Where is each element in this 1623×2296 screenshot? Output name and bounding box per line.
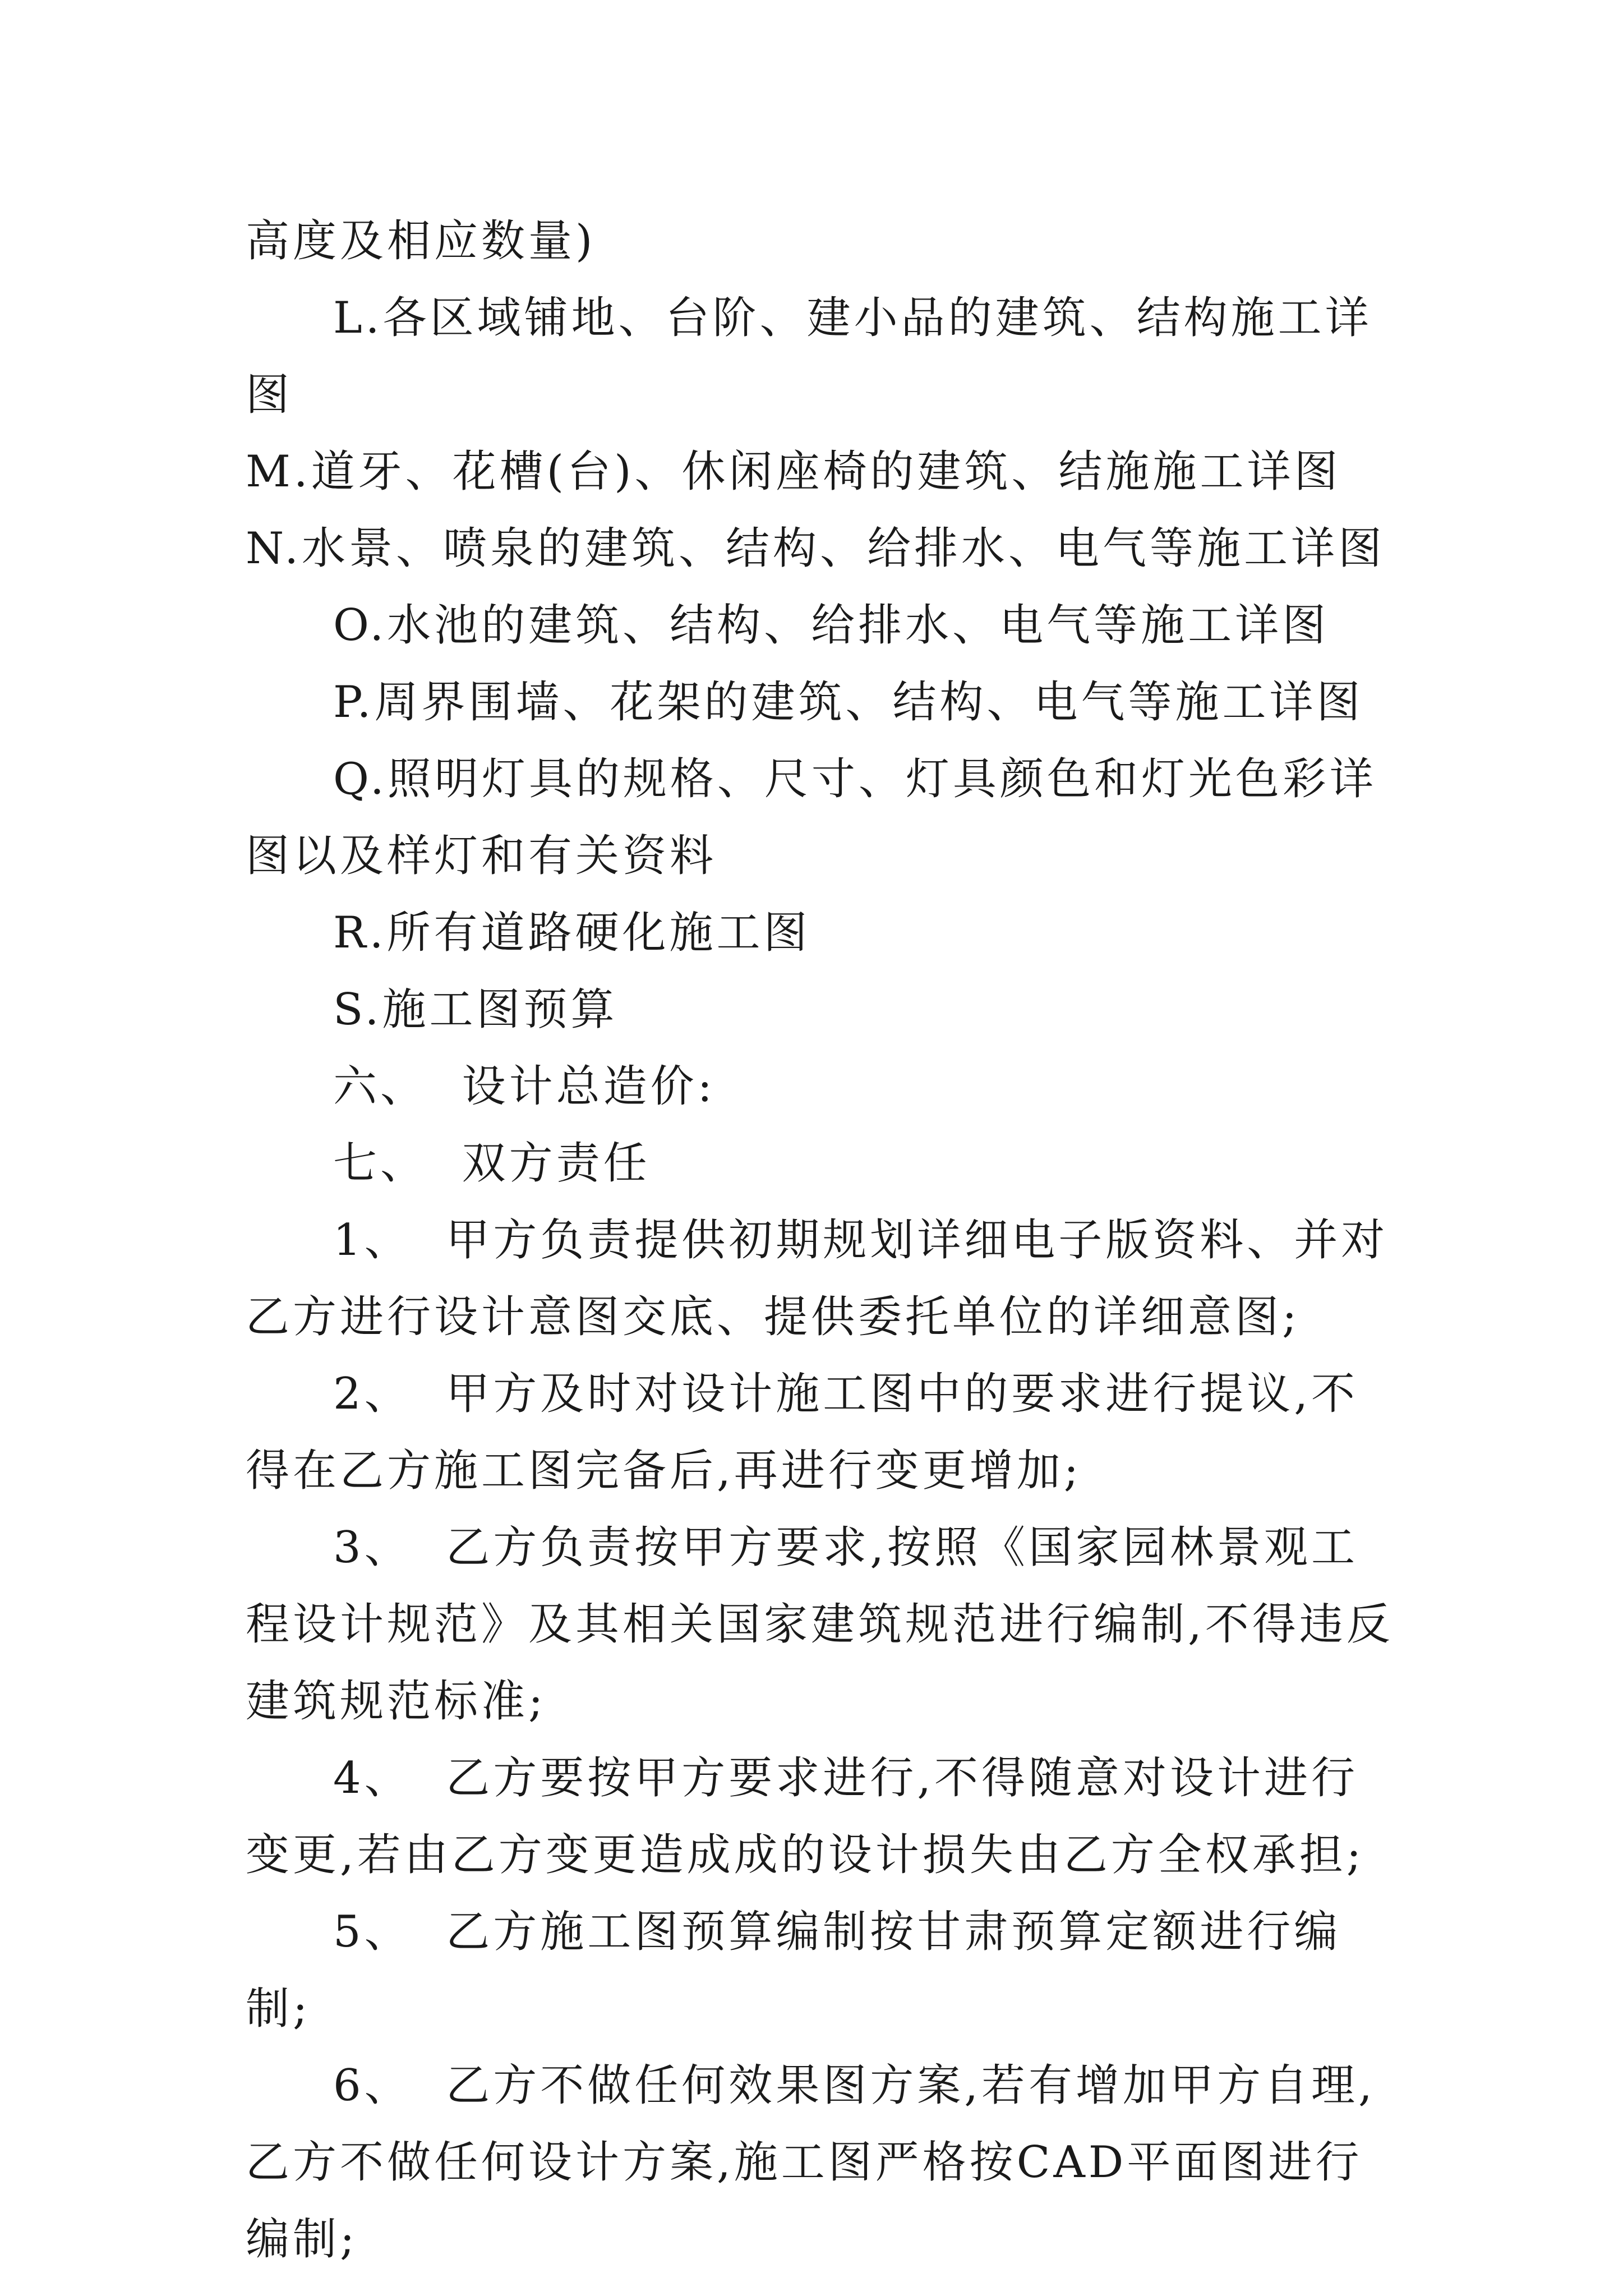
paragraph-9: 七、 双方责任: [333, 1138, 651, 1189]
paragraph-4: P.周界围墙、花架的建筑、结构、电气等施工详图: [333, 677, 1364, 728]
paragraph-2: M.道牙、花槽(台)、休闲座椅的建筑、结施施工详图N.水景、喷泉的建筑、结构、给排水、电气等施工详图: [246, 447, 1386, 574]
paragraph-7: S.施工图预算: [333, 984, 618, 1035]
paragraph-3: O.水池的建筑、结构、给排水、电气等施工详图: [333, 600, 1330, 651]
paragraph-13: 4、 乙方要按甲方要求进行,不得随意对设计进行变更,若由乙方变更造成成的设计损失由乙方全权承担;: [246, 1753, 1365, 1880]
paragraph-0: 高度及相应数量): [246, 216, 596, 266]
paragraph-1: L.各区域铺地、台阶、建小品的建筑、结构施工详图: [246, 293, 1372, 420]
paragraph-14: 5、 乙方施工图预算编制按甘肃预算定额进行编制;: [246, 1907, 1341, 2034]
paragraph-10: 1、 甲方负责提供初期规划详细电子版资料、并对乙方进行设计意图交底、提供委托单位的详细意图;: [246, 1215, 1389, 1342]
paragraph-11: 2、 甲方及时对设计施工图中的要求进行提议,不得在乙方施工图完备后,再进行变更增加;: [246, 1369, 1359, 1496]
paragraph-8: 六、 设计总造价:: [333, 1061, 716, 1112]
paragraph-15: 6、 乙方不做任何效果图方案,若有增加甲方自理,乙方不做任何设计方案,施工图严格按CAD平面图进行编制;: [246, 2060, 1376, 2265]
paragraph-5: Q.照明灯具的规格、尺寸、灯具颜色和灯光色彩详图以及样灯和有关资料: [246, 754, 1377, 881]
document-body: [246, 203, 1395, 2278]
paragraph-12: 3、 乙方负责按甲方要求,按照《国家园林景观工程设计规范》及其相关国家建筑规范进行编制,不得违反建筑规范标准;: [246, 1522, 1394, 1727]
paragraph-6: R.所有道路硬化施工图: [333, 908, 811, 958]
